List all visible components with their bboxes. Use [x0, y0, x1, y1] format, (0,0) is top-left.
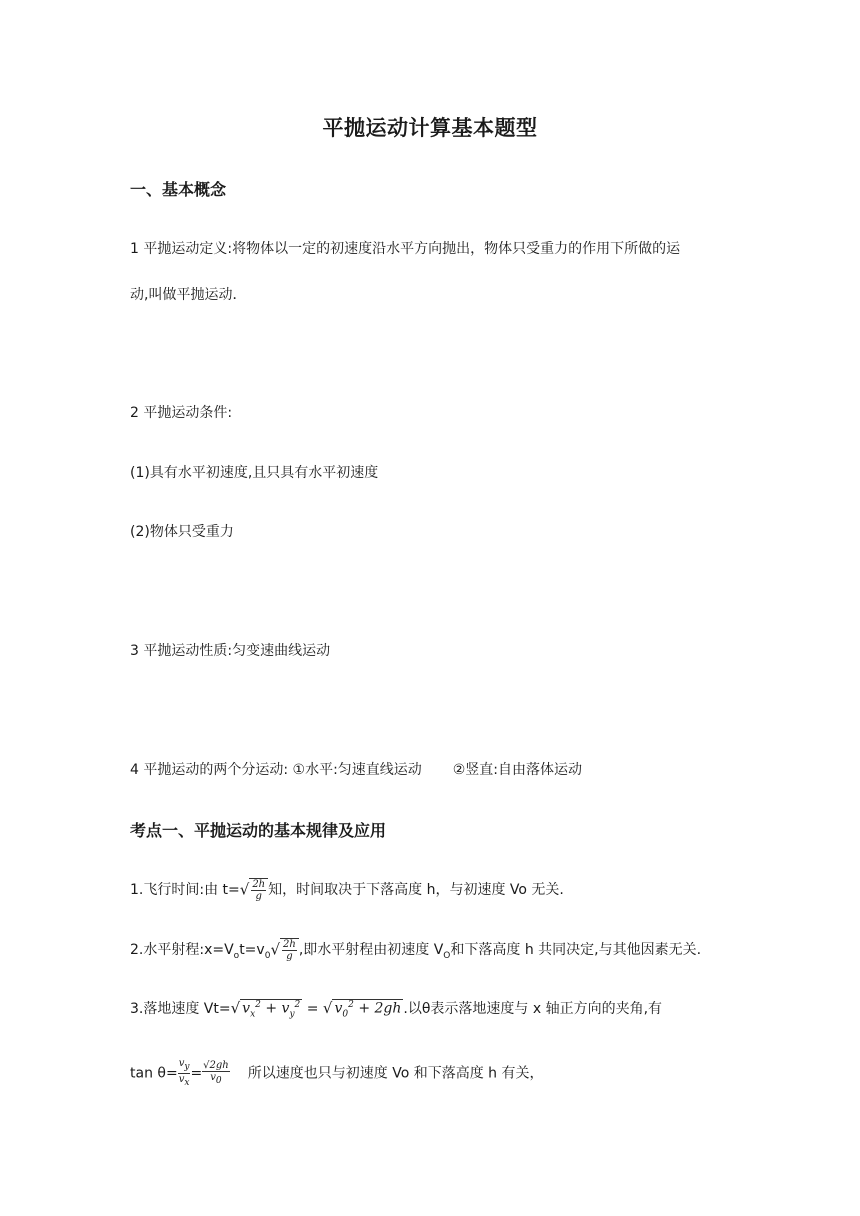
horizontal-range-formula: 2.水平射程$:x=V_ot=v_0√$ $\frac{2h}{g}$ ,即水平射程由初速度 $V_O$和下落高度 h 共同决定,与其他因素无关. [130, 939, 702, 962]
component-motions-lead: 4 平抛运动的两个分运动: [130, 762, 293, 778]
range-mid: t=v [239, 942, 265, 958]
condition-2: (2)物体只受重力 [130, 524, 234, 540]
section-heading-key-point-1: 考点一、平抛运动的基本规律及应用 [130, 821, 387, 840]
conditions-heading: 2 平抛运动条件: [130, 405, 233, 421]
frac-sqrt2gh-v0: $\frac{√2gh}{v_0}$ [203, 1060, 229, 1086]
range-pre: 2.水平射程:x=V [130, 942, 234, 958]
flight-time-pre: 1.飞行时间:由 t= [130, 882, 240, 898]
sqrt-vx2-vy2: √ $v_x^2 + v_y^2$ [230, 998, 301, 1020]
component-vertical: ②竖直:自由落体运动 [452, 762, 582, 778]
page-title: 平抛运动计算基本题型 [322, 116, 538, 140]
sqrt-v02-2gh: √ $v_0^2 + 2gh$ [322, 998, 402, 1020]
landing-speed-post: .以θ表示落地速度与 x 轴正方向的夹角,有 [403, 1001, 663, 1017]
landing-speed-pre: 3.落地速度 Vt= [130, 1001, 231, 1017]
landing-speed-formula: 3.落地速度 Vt=√ $v_x^2 + v_y^2$ = √ $v_0^2 + 2gh$ .以θ表示落地速度与 x 轴正方向的夹角,有 [130, 998, 663, 1020]
definition-line-2: 动,叫做平抛运动． [130, 287, 247, 303]
frac-vy-vx: $\frac{v_y}{v_x}$ [178, 1058, 190, 1088]
component-horizontal: ①水平:匀速直线运动 [292, 762, 422, 778]
flight-time-post: 知，时间取决于下落高度 h，与初速度 Vo 无关. [268, 882, 564, 898]
component-motions [130, 759, 582, 779]
range-post2: 和下落高度 h 共同决定,与其他因素无关. [450, 942, 702, 958]
section-heading-basic-concepts: 一、基本概念 [130, 180, 227, 199]
definition-line-1: 1 平抛运动定义:将物体以一定的初速度沿水平方向抛出，物体只受重力的作用下所做的运 [130, 241, 681, 257]
tan-theta-pre: tan θ= [130, 1065, 178, 1082]
motion-nature: 3 平抛运动性质:匀变速曲线运动 [130, 643, 331, 659]
tan-theta-post: 所以速度也只与初速度 Vo 和下落高度 h 有关， [247, 1065, 544, 1082]
sqrt-2h-over-g-2: √ $\frac{2h}{g}$ [270, 938, 298, 962]
range-post: ,即水平射程由初速度 V [298, 942, 444, 958]
tan-theta-formula: tan θ= $\frac{v_y}{v_x}$ = $\frac{√2gh}{v_0}$ 所以速度也只与初速度 Vo 和下落高度 h 有关， [130, 1058, 544, 1088]
sqrt-2h-over-g: √ $\frac{2h}{g}$ [240, 878, 268, 902]
condition-1: (1)具有水平初速度,且只具有水平初速度 [130, 465, 379, 481]
flight-time-formula [130, 878, 564, 902]
